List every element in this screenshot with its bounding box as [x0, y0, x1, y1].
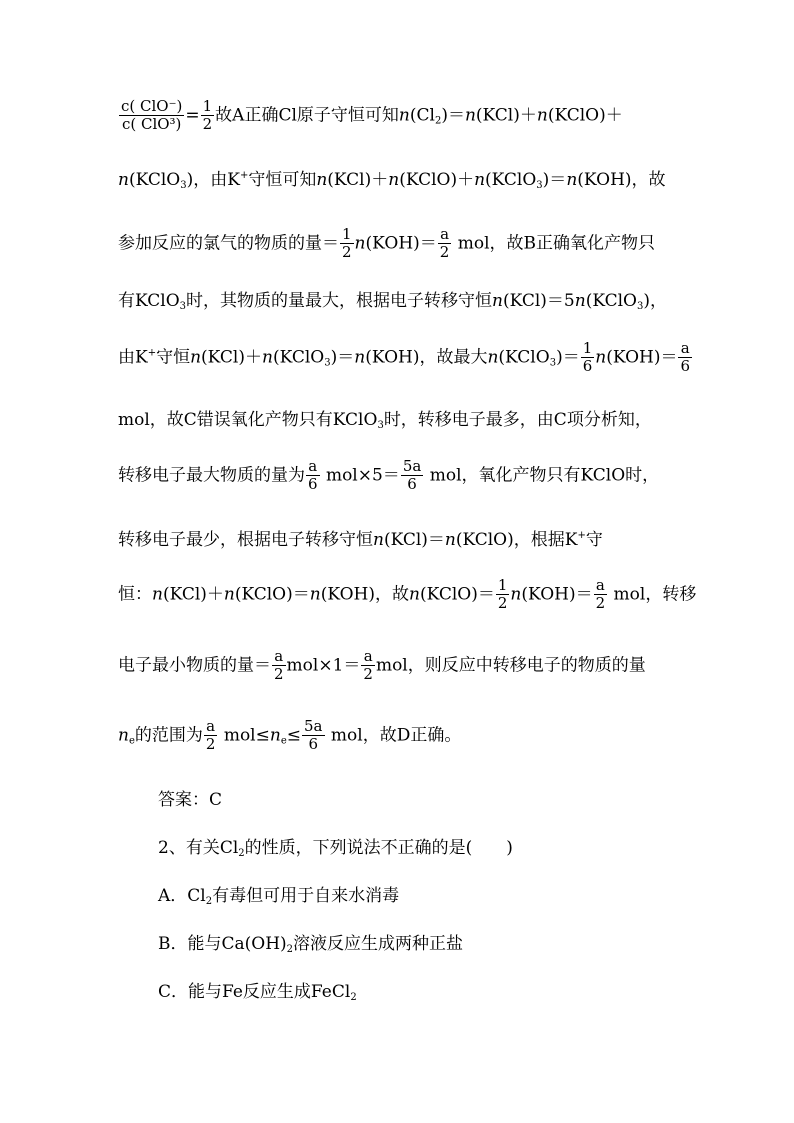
math-variable: n — [487, 347, 499, 368]
text-run: (KOH)，故 — [320, 584, 409, 605]
fraction-numerator: a — [306, 458, 320, 476]
text-run: (KOH)＝ — [521, 584, 593, 605]
math-variable: n — [566, 170, 578, 190]
math-variable: n — [536, 105, 548, 126]
fraction — [302, 718, 325, 754]
subscript: 3 — [536, 180, 543, 191]
fraction-denominator: 6 — [407, 475, 417, 494]
text-run: (KClO — [485, 170, 537, 190]
text-line — [118, 412, 684, 429]
text-run: 转移电子最少，根据电子转移守恒 — [118, 530, 373, 550]
math-variable: n — [269, 725, 281, 746]
text-run: C．能与Fe反应生成FeCl — [158, 982, 351, 1002]
text-run: mol，故B正确氧化产物只 — [452, 233, 656, 254]
text-run: mol，氧化产物只有KClO时， — [424, 465, 660, 486]
math-variable: n — [464, 105, 476, 126]
fraction-numerator: 1 — [342, 225, 352, 243]
text-run: 参加反应的氯气的物质的量＝ — [118, 233, 339, 254]
fraction-denominator: 6 — [308, 735, 319, 754]
text-run: (KOH)＝ — [606, 347, 678, 368]
superscript: + — [239, 170, 249, 181]
text-line — [118, 648, 684, 684]
text-run: mol≤ — [218, 725, 270, 746]
text-line — [118, 339, 691, 376]
fraction-denominator: c( ClO³) — [121, 115, 182, 134]
subscript: 3 — [180, 180, 187, 191]
text-run: 守 — [585, 530, 603, 550]
fraction — [594, 577, 608, 613]
text-run: 的性质，下列说法不正确的是( ) — [244, 838, 513, 858]
fraction — [581, 340, 595, 376]
text-line — [118, 98, 684, 134]
text-run: )＝ — [556, 347, 580, 368]
text-run: 守恒 — [156, 347, 191, 368]
text-run: (KClO — [585, 291, 637, 311]
fraction — [201, 98, 215, 134]
fraction-numerator: c( ClO⁻) — [121, 97, 183, 115]
text-run: (KClO)＋ — [399, 170, 475, 190]
text-line — [118, 172, 684, 189]
fraction-denominator: 6 — [680, 357, 691, 376]
fraction — [204, 718, 218, 754]
text-run: A．Cl — [158, 886, 206, 906]
text-run: (KClO — [498, 347, 550, 368]
text-run: = — [185, 105, 200, 126]
text-run: (KClO)＋ — [547, 105, 623, 126]
text-run: (KCl)＝ — [383, 530, 445, 550]
math-variable: n — [595, 347, 607, 368]
fraction-numerator: a — [361, 648, 375, 666]
math-variable: n — [190, 347, 202, 368]
fraction-denominator: 2 — [595, 594, 606, 613]
text-run: (KCl)＝5 — [502, 291, 575, 311]
fraction-denominator: 6 — [582, 357, 593, 376]
option-c-text — [158, 984, 684, 1001]
subscript: 2 — [350, 992, 357, 1003]
math-variable: n — [492, 291, 503, 311]
text-run: 故A正确Cl原子守恒可知 — [215, 105, 399, 126]
fraction-denominator: 2 — [202, 115, 213, 134]
subscript: 3 — [324, 357, 331, 369]
text-run: mol，故D正确。 — [325, 725, 462, 746]
math-variable: n — [444, 530, 456, 550]
text-run: 时，转移电子最多，由C项分析知， — [383, 410, 652, 430]
text-run: (KOH)，故最大 — [365, 347, 488, 368]
text-run: )， — [643, 291, 667, 311]
math-variable: n — [388, 170, 400, 190]
math-variable: n — [510, 584, 522, 605]
fraction-denominator: 2 — [497, 594, 508, 613]
subscript: 3 — [549, 357, 557, 369]
subscript: 3 — [377, 420, 384, 431]
superscript: + — [577, 530, 586, 541]
fraction — [401, 458, 424, 494]
text-run: ≤ — [286, 725, 301, 746]
fraction-numerator: a — [272, 648, 286, 666]
text-run: mol，则反应中转移电子的物质的量 — [375, 655, 646, 676]
text-run: mol，故C错误氧化产物只有KClO — [118, 410, 378, 430]
superscript: + — [147, 347, 157, 359]
fraction-numerator: a — [204, 718, 218, 736]
subscript: e — [280, 735, 287, 747]
math-variable: n — [118, 170, 129, 190]
fraction — [496, 577, 510, 613]
fraction-denominator: 2 — [274, 665, 284, 684]
text-run: 转移电子最大物质的量为 — [118, 465, 305, 486]
fraction-denominator: 2 — [439, 243, 450, 262]
text-run: 由K — [118, 347, 148, 368]
fraction-numerator: 1 — [582, 339, 593, 357]
text-run: (KOH)＝ — [365, 233, 437, 254]
text-line — [118, 718, 684, 754]
text-run: B．能与Ca(OH) — [158, 934, 287, 954]
math-variable: n — [223, 584, 235, 605]
text-run: (KClO)，根据K — [455, 530, 578, 550]
text-run: 有KClO — [118, 291, 180, 311]
subscript: e — [128, 735, 135, 747]
fraction-numerator: a — [438, 226, 452, 244]
subscript: 3 — [636, 301, 644, 312]
text-line — [118, 226, 684, 262]
fraction-numerator: 1 — [497, 576, 508, 594]
fraction — [361, 648, 375, 684]
question-text — [158, 840, 684, 857]
text-run: (KClO — [128, 170, 181, 190]
text-run: )＝ — [542, 170, 567, 190]
text-run: mol，转移 — [608, 584, 697, 605]
fraction — [272, 648, 286, 684]
text-run: (Cl — [409, 105, 435, 126]
fraction — [119, 98, 184, 134]
math-variable: n — [408, 584, 420, 605]
option-b-text — [158, 936, 684, 953]
text-run: 溶液反应生成两种正盐 — [293, 934, 464, 954]
math-variable: n — [309, 584, 321, 605]
fraction — [340, 226, 354, 262]
math-variable: n — [574, 291, 586, 311]
text-run: 答案：C — [158, 790, 223, 810]
subscript: 2 — [238, 848, 245, 859]
math-variable: n — [398, 105, 410, 126]
text-run: 2、有关Cl — [158, 838, 239, 858]
text-run: )，由K — [186, 170, 240, 190]
fraction-numerator: a — [594, 577, 608, 595]
text-run: (KCl)＋ — [201, 347, 262, 368]
subscript: 2 — [205, 896, 213, 907]
subscript: 3 — [179, 301, 186, 312]
text-line — [118, 293, 684, 310]
text-run: mol×5＝ — [320, 465, 400, 486]
text-run: mol×1＝ — [286, 655, 361, 676]
text-run: )＝ — [441, 105, 465, 126]
fraction-denominator: 2 — [363, 665, 373, 684]
math-variable: n — [354, 347, 366, 368]
fraction-numerator: 1 — [202, 97, 213, 115]
math-variable: n — [118, 725, 129, 746]
fraction-denominator: 2 — [342, 243, 352, 262]
subscript: 2 — [286, 944, 294, 955]
text-run: 时，其物质的量最大，根据电子转移守恒 — [186, 291, 492, 311]
fraction-numerator: 5a — [304, 717, 323, 735]
text-run: (KCl)＋ — [327, 170, 389, 190]
math-variable: n — [152, 584, 163, 605]
fraction-numerator: a — [678, 340, 692, 358]
text-run: 的范围为 — [134, 725, 203, 746]
fraction-denominator: 2 — [205, 735, 216, 754]
fraction-numerator: 5a — [402, 457, 422, 475]
math-variable: n — [474, 170, 486, 190]
text-run: (KClO — [272, 347, 325, 368]
text-run: (KOH)，故 — [577, 170, 666, 190]
text-line — [118, 576, 697, 613]
math-variable: n — [316, 170, 328, 190]
fraction — [306, 458, 320, 494]
text-line — [118, 458, 684, 494]
fraction — [438, 226, 452, 262]
text-run: 电子最小物质的量＝ — [118, 655, 271, 676]
math-variable: n — [373, 530, 384, 550]
math-variable: n — [354, 233, 366, 254]
text-run: (KClO)＝ — [419, 584, 495, 605]
text-line — [118, 532, 684, 549]
answer-text — [158, 792, 684, 809]
text-run: (KCl)＋ — [162, 584, 224, 605]
math-variable: n — [262, 347, 273, 368]
text-run: )＝ — [330, 347, 355, 368]
fraction-denominator: 6 — [308, 475, 318, 494]
option-a-text — [158, 888, 684, 905]
fraction — [678, 340, 692, 376]
text-run: 有毒但可用于自来水消毒 — [212, 886, 400, 906]
text-run: (KClO)＝ — [234, 584, 310, 605]
text-run: 恒： — [118, 584, 152, 605]
text-run: (KCl)＋ — [475, 105, 537, 126]
subscript: 2 — [434, 115, 442, 127]
text-run: 守恒可知 — [248, 170, 317, 190]
